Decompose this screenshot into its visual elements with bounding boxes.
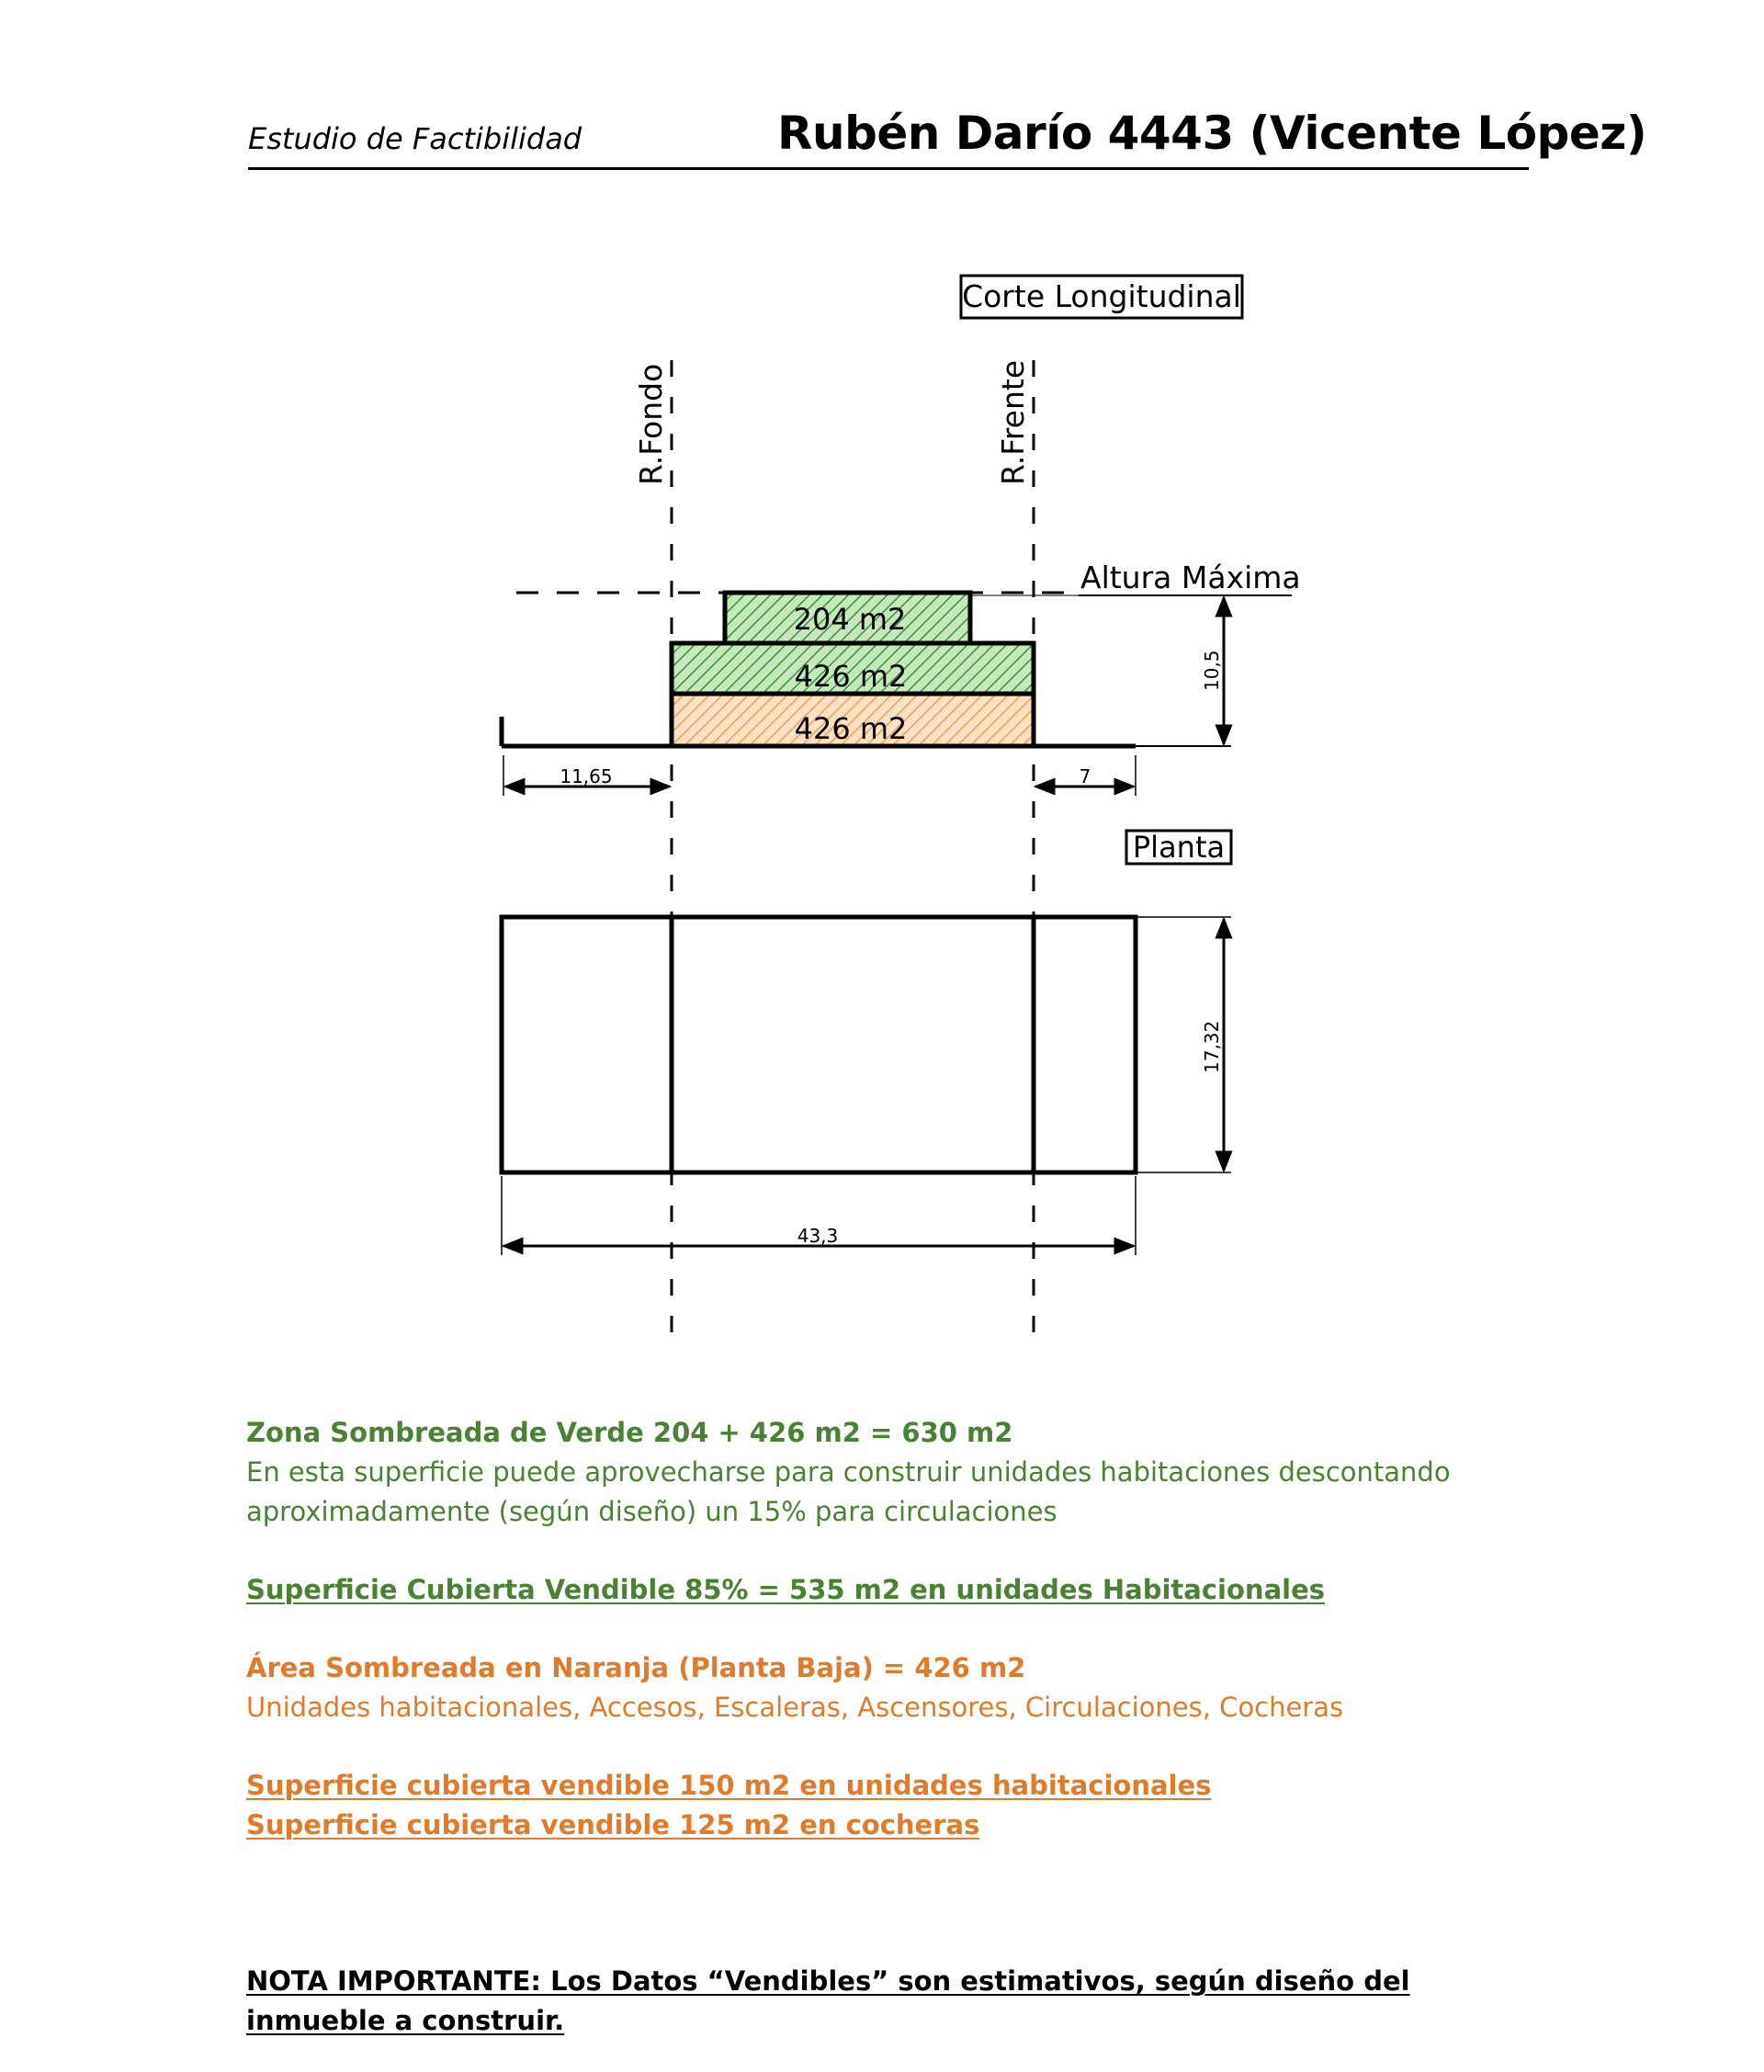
front-setback-label: 7 bbox=[1079, 765, 1091, 787]
orange-zone-title: Área Sombreada en Naranja (Planta Baja) = 426 m2 bbox=[246, 1652, 1026, 1683]
plan-label-box bbox=[1126, 830, 1231, 865]
max-height-label: Altura Máxima bbox=[1080, 560, 1301, 595]
plan-length-label: 43,3 bbox=[797, 1225, 839, 1247]
floor-label-middle: 426 m2 bbox=[794, 659, 908, 694]
plan-width-label: 17,32 bbox=[1201, 1020, 1223, 1073]
floor-label-ground: 426 m2 bbox=[794, 711, 908, 746]
document-subtitle: Estudio de Factibilidad bbox=[248, 121, 582, 156]
height-dimension-label: 10,5 bbox=[1201, 650, 1223, 691]
green-zone-title: Zona Sombreada de Verde 204 + 426 m2 = 630 m2 bbox=[246, 1417, 1013, 1448]
rear-line-label: R.Fondo bbox=[633, 363, 669, 485]
plan-outline bbox=[502, 917, 1136, 1172]
green-zone-sellable: Superficie Cubierta Vendible 85% = 535 m2 en unidades Habitacionales bbox=[246, 1574, 1326, 1605]
plan-label: Planta bbox=[1132, 830, 1226, 865]
orange-zone-sellable-2: Superficie cubierta vendible 125 m2 en cocheras bbox=[246, 1809, 980, 1840]
notes-section bbox=[246, 1413, 1532, 1845]
green-zone-text-1: En esta superficie puede aprovecharse para construir unidades habitaciones descontando bbox=[246, 1456, 1451, 1488]
front-line-label: R.Frente bbox=[995, 359, 1031, 485]
section-label: Corte Longitudinal bbox=[962, 278, 1241, 314]
orange-zone-text: Unidades habitacionales, Accesos, Escaleras, Ascensores, Circulaciones, Cocheras bbox=[246, 1692, 1344, 1723]
document-title: Rubén Darío 4443 (Vicente López) bbox=[777, 107, 1647, 160]
floor-label-top: 204 m2 bbox=[793, 602, 907, 637]
important-note: NOTA IMPORTANTE: Los Datos “Vendibles” son estimativos, según diseño del inmueble a construir. bbox=[246, 1965, 1410, 2036]
rear-setback-label: 11,65 bbox=[560, 765, 613, 787]
green-zone-text-2: aproximadamente (según diseño) un 15% para circulaciones bbox=[246, 1496, 1057, 1527]
orange-zone-sellable-1: Superficie cubierta vendible 150 m2 en unidades habitacionales bbox=[246, 1770, 1212, 1801]
section-label-box bbox=[961, 276, 1242, 318]
